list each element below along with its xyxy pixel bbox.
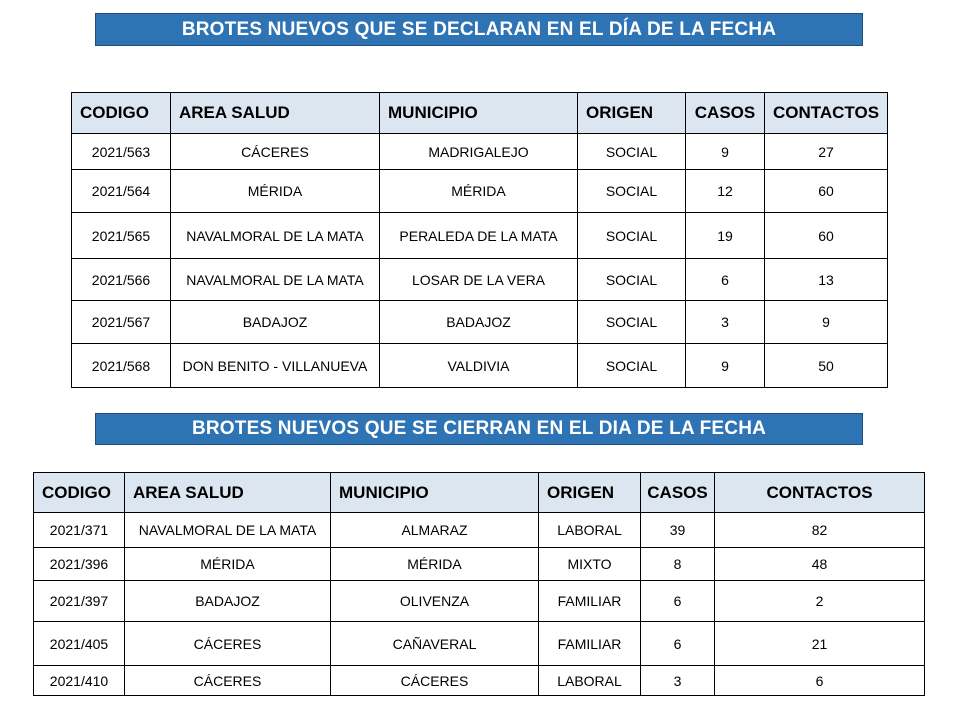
cell-codigo: 2021/563 <box>72 134 171 170</box>
cell-origen: FAMILIAR <box>539 581 641 622</box>
cell-codigo: 2021/405 <box>34 622 125 666</box>
table-header-row <box>34 473 925 513</box>
header-contactos: CONTACTOS <box>715 473 925 513</box>
cell-area-salud: MÉRIDA <box>125 548 331 581</box>
cell-casos: 9 <box>686 344 765 388</box>
cell-municipio: VALDIVIA <box>380 344 578 388</box>
cell-area-salud: NAVALMORAL DE LA MATA <box>125 513 331 548</box>
header-casos: CASOS <box>641 473 715 513</box>
cell-codigo: 2021/565 <box>72 213 171 259</box>
header-area-salud: AREA SALUD <box>125 473 331 513</box>
header-municipio: MUNICIPIO <box>380 93 578 134</box>
table-row <box>72 344 888 388</box>
closed-outbreaks-title: BROTES NUEVOS QUE SE CIERRAN EN EL DIA DE LA FECHA <box>95 413 863 445</box>
cell-contactos: 13 <box>765 259 888 301</box>
cell-casos: 19 <box>686 213 765 259</box>
table-row <box>72 213 888 259</box>
cell-origen: SOCIAL <box>578 259 686 301</box>
cell-municipio: PERALEDA DE LA MATA <box>380 213 578 259</box>
table-row <box>72 259 888 301</box>
cell-contactos: 48 <box>715 548 925 581</box>
table-header-row <box>72 93 888 134</box>
cell-contactos: 21 <box>715 622 925 666</box>
cell-codigo: 2021/568 <box>72 344 171 388</box>
cell-origen: LABORAL <box>539 513 641 548</box>
cell-area-salud: MÉRIDA <box>171 170 380 213</box>
cell-codigo: 2021/567 <box>72 301 171 344</box>
cell-municipio: BADAJOZ <box>380 301 578 344</box>
cell-area-salud: NAVALMORAL DE LA MATA <box>171 213 380 259</box>
cell-origen: SOCIAL <box>578 134 686 170</box>
cell-area-salud: BADAJOZ <box>171 301 380 344</box>
table-row <box>72 170 888 213</box>
cell-municipio: LOSAR DE LA VERA <box>380 259 578 301</box>
header-contactos: CONTACTOS <box>765 93 888 134</box>
header-origen: ORIGEN <box>578 93 686 134</box>
table-row <box>34 548 925 581</box>
table-row <box>34 513 925 548</box>
cell-area-salud: CÁCERES <box>125 622 331 666</box>
header-area-salud: AREA SALUD <box>171 93 380 134</box>
declared-outbreaks-title: BROTES NUEVOS QUE SE DECLARAN EN EL DÍA DE LA FECHA <box>95 13 863 46</box>
cell-casos: 9 <box>686 134 765 170</box>
header-codigo: CODIGO <box>72 93 171 134</box>
cell-municipio: CÁCERES <box>331 666 539 696</box>
cell-contactos: 9 <box>765 301 888 344</box>
cell-origen: MIXTO <box>539 548 641 581</box>
cell-municipio: MÉRIDA <box>380 170 578 213</box>
cell-codigo: 2021/396 <box>34 548 125 581</box>
cell-contactos: 6 <box>715 666 925 696</box>
cell-municipio: MADRIGALEJO <box>380 134 578 170</box>
table-row <box>34 622 925 666</box>
header-casos: CASOS <box>686 93 765 134</box>
cell-origen: SOCIAL <box>578 301 686 344</box>
cell-casos: 6 <box>641 622 715 666</box>
cell-casos: 3 <box>686 301 765 344</box>
cell-area-salud: DON BENITO - VILLANUEVA <box>171 344 380 388</box>
cell-origen: SOCIAL <box>578 170 686 213</box>
cell-contactos: 50 <box>765 344 888 388</box>
table-row <box>72 134 888 170</box>
cell-contactos: 27 <box>765 134 888 170</box>
cell-municipio: CAÑAVERAL <box>331 622 539 666</box>
table-row <box>72 301 888 344</box>
cell-casos: 6 <box>686 259 765 301</box>
cell-codigo: 2021/564 <box>72 170 171 213</box>
cell-codigo: 2021/371 <box>34 513 125 548</box>
cell-contactos: 82 <box>715 513 925 548</box>
cell-municipio: ALMARAZ <box>331 513 539 548</box>
cell-codigo: 2021/566 <box>72 259 171 301</box>
table-row <box>34 581 925 622</box>
cell-casos: 39 <box>641 513 715 548</box>
closed-outbreaks-table <box>33 472 925 696</box>
cell-codigo: 2021/410 <box>34 666 125 696</box>
cell-area-salud: NAVALMORAL DE LA MATA <box>171 259 380 301</box>
header-municipio: MUNICIPIO <box>331 473 539 513</box>
cell-area-salud: CÁCERES <box>171 134 380 170</box>
declared-outbreaks-table <box>71 92 888 388</box>
header-codigo: CODIGO <box>34 473 125 513</box>
cell-origen: SOCIAL <box>578 344 686 388</box>
cell-municipio: MÉRIDA <box>331 548 539 581</box>
cell-origen: FAMILIAR <box>539 622 641 666</box>
cell-casos: 12 <box>686 170 765 213</box>
cell-area-salud: CÁCERES <box>125 666 331 696</box>
cell-municipio: OLIVENZA <box>331 581 539 622</box>
cell-casos: 3 <box>641 666 715 696</box>
cell-codigo: 2021/397 <box>34 581 125 622</box>
cell-area-salud: BADAJOZ <box>125 581 331 622</box>
table-row <box>34 666 925 696</box>
cell-contactos: 60 <box>765 213 888 259</box>
cell-origen: LABORAL <box>539 666 641 696</box>
header-origen: ORIGEN <box>539 473 641 513</box>
cell-casos: 8 <box>641 548 715 581</box>
cell-origen: SOCIAL <box>578 213 686 259</box>
cell-casos: 6 <box>641 581 715 622</box>
cell-contactos: 60 <box>765 170 888 213</box>
cell-contactos: 2 <box>715 581 925 622</box>
